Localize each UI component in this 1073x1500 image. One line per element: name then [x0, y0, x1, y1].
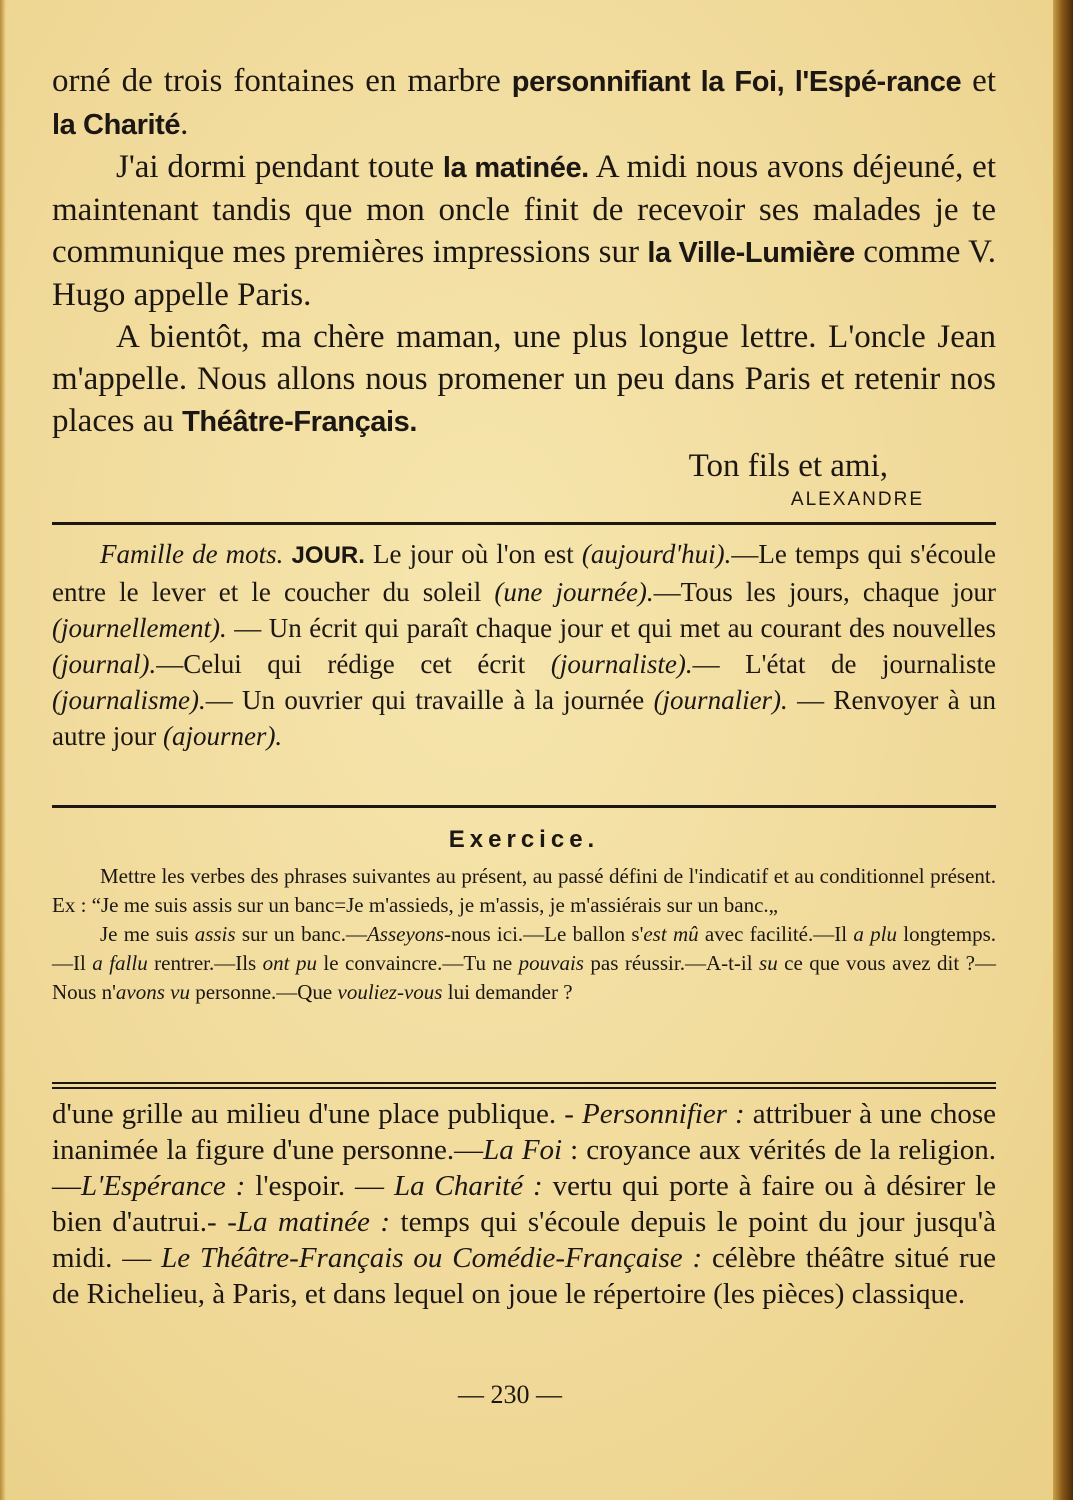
divider-3a — [52, 1082, 996, 1084]
letter-paragraph-2: J'ai dormi pendant toute la matinée. A midi nous avons déjeuné, et maintenant tandis que mon oncle finit de recevoir ses malades je te communique mes premières impressions sur la Ville-Lumière comme V. Hugo appelle Paris. — [52, 149, 996, 313]
exercice-instruction: Mettre les verbes des phrases suivantes au présent, au passé défini de l'indicatif et au conditionnel présent. Ex : “Je me suis assis sur un banc=Je m'assieds, je m'assis, je m'assiérais sur un banc.„ — [52, 864, 996, 917]
letter-closing: Ton fils et ami, — [688, 448, 888, 484]
divider-2 — [52, 805, 996, 808]
famille-label: Famille de mots. — [100, 539, 284, 569]
famille-de-mots-paragraph: Famille de mots. JOUR. Le jour où l'on est (aujourd'hui).—Le temps qui s'écoule entre le lever et le coucher du soleil (une journée).—Tous les jours, chaque jour (journellement). — Un écrit qui paraît chaque jour et qui met au courant des nouvelles (journal).—Celui qui rédige cet écrit (journaliste).— L'état de journaliste (journalisme).— Un ouvrier qui travaille à la journée (journalier). — Renvoyer à un autre jour (ajourner). — [52, 539, 996, 751]
exercice-title: Exercice. — [448, 826, 600, 853]
divider-3b — [52, 1087, 996, 1089]
exercice-sentences: Je me suis assis sur un banc.—Asseyons-nous ici.—Le ballon s'est mû avec facilité.—Il a plu longtemps.—Il a fallu rentrer.—Ils ont pu le convaincre.—Tu ne pouvais pas réussir.—A-t-il su ce que vous avez dit ?—Nous n'avons vu personne.—Que vouliez-vous lui demander ? — [52, 922, 997, 1004]
letter-signature: ALEXANDRE — [790, 489, 924, 510]
letter-paragraph-3: A bientôt, ma chère maman, une plus longue lettre. L'oncle Jean m'appelle. Nous allons nous promener un peu dans Paris et retenir nos places au Théâtre-Français. — [52, 319, 996, 439]
notes-paragraph: d'une grille au milieu d'une place publique. - Personnifier : attribuer à une chose inanimée la figure d'une personne.—La Foi : croyance aux vérités de la religion.—L'Espérance : l'espoir. — La Charité : vertu qui porte à faire ou à désirer le bien d'autrui.- -La matinée : temps qui s'écoule depuis le point du jour jusqu'à midi. — Le Théâtre-Français ou Comédie-Française : célèbre théâtre situé rue de Richelieu, à Paris, et dans lequel on joue le répertoire (les pièces) classique. — [52, 1098, 997, 1310]
notes-section — [52, 1096, 996, 1312]
page-binding-edge — [1053, 0, 1073, 1500]
famille-word: JOUR. — [291, 542, 365, 569]
letter-section — [52, 60, 996, 511]
divider-1 — [52, 522, 996, 525]
famille-de-mots-section — [52, 536, 996, 754]
page-number: — 230 — — [458, 1380, 562, 1409]
letter-paragraph-1: orné de trois fontaines en marbre personnifiant la Foi, l'Espé-rance et la Charité. — [52, 63, 996, 142]
page-left-edge — [0, 0, 6, 1500]
exercice-section — [52, 826, 996, 1007]
